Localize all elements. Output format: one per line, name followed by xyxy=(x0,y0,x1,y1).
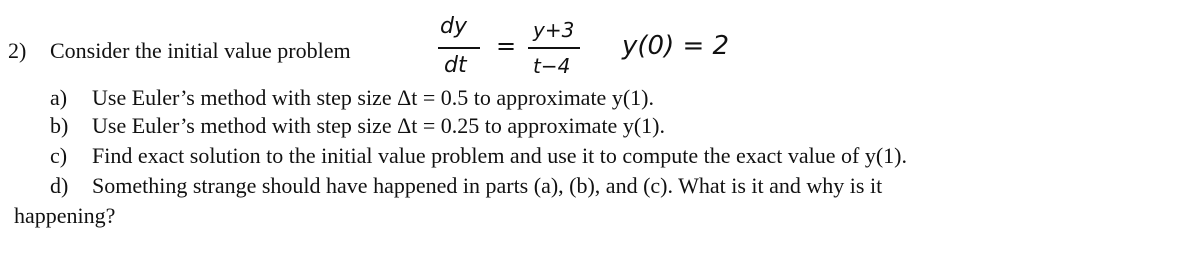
part-b-text: Use Euler’s method with step size Δt = 0.25 to approximate y(1). xyxy=(92,113,665,138)
part-a-text: Use Euler’s method with step size Δt = 0.5 to approximate y(1). xyxy=(92,85,654,110)
lhs-denominator: dt xyxy=(444,53,467,78)
part-c-text: Find exact solution to the initial value problem and use it to compute the exact value of y(1). xyxy=(92,143,908,168)
rhs-fraction-bar xyxy=(528,47,580,49)
lhs-fraction-bar xyxy=(438,47,480,49)
rhs-numerator: y+3 xyxy=(533,18,575,42)
part-c-letter: c) xyxy=(50,143,68,168)
problem-number: 2) xyxy=(8,38,27,63)
part-a-letter: a) xyxy=(50,85,68,110)
rhs-denominator: t−4 xyxy=(533,54,571,78)
part-b-letter: b) xyxy=(50,113,69,138)
initial-condition: y(0) = 2 xyxy=(622,31,730,61)
part-d-text: Something strange should have happened in parts (a), (b), and (c). What is it and why is it xyxy=(92,173,883,198)
equals-sign: = xyxy=(496,32,517,60)
part-d-letter: d) xyxy=(50,173,69,198)
lhs-numerator: dy xyxy=(440,14,467,39)
part-d-continuation: happening? xyxy=(14,203,116,228)
problem-intro: Consider the initial value problem xyxy=(50,38,351,63)
